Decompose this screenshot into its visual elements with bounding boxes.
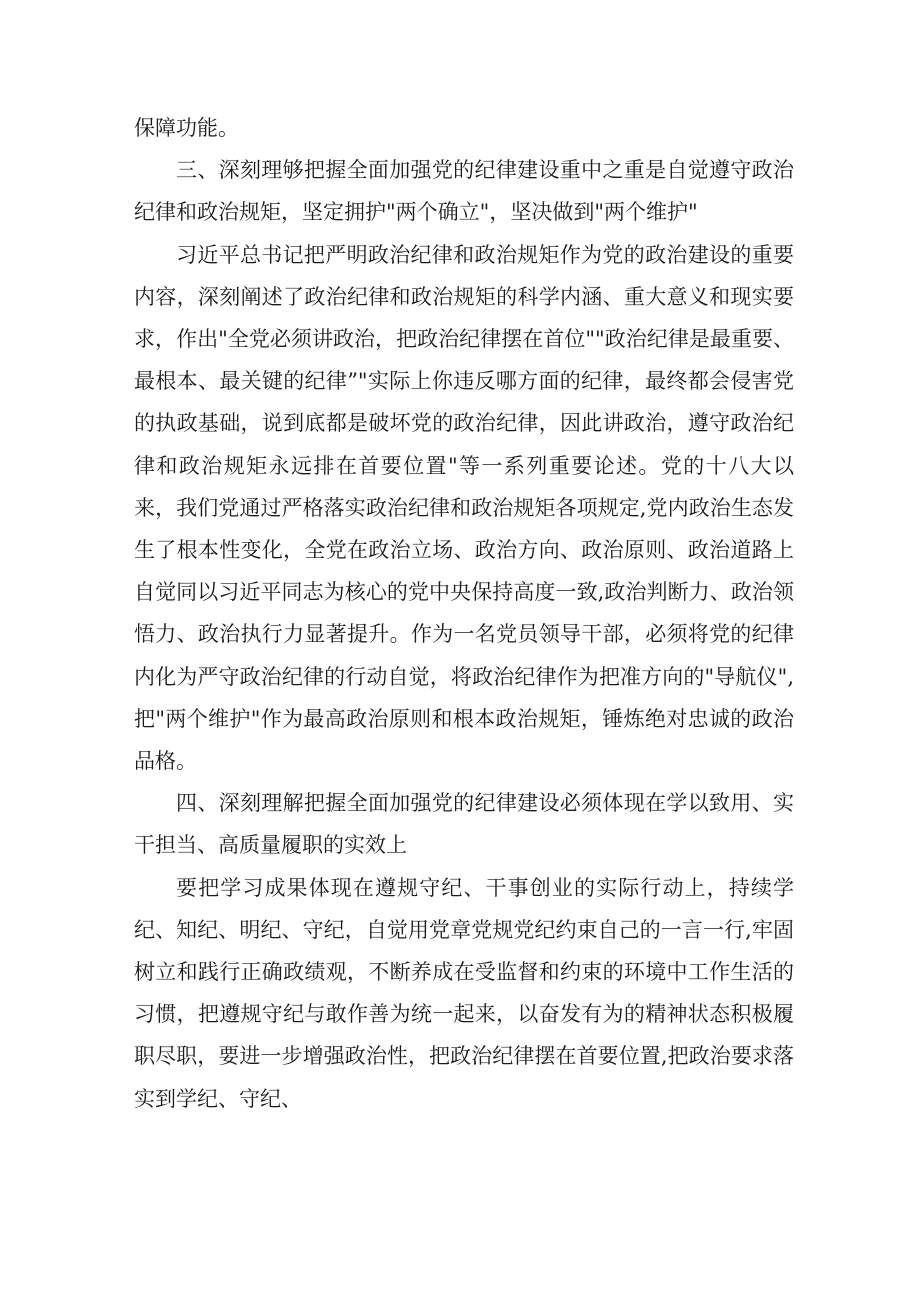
section-heading-three: 三、深刻理够把握全面加强党的纪律建设重中之重是自觉遵守政治纪律和政治规矩，坚定拥护"两个确立"，坚决做到"两个维护": [134, 158, 794, 225]
body-paragraph: 习近平总书记把严明政治纪律和政治规矩作为党的政治建设的重要内容，深刻阐述了政治纪律和政治规矩的科学内涵、重大意义和现实要求，作出"全党必须讲政治，把政治纪律摆在首位""政治纪律是最重要、最根本、最关键的纪律”"实际上你违反哪方面的纪律，最终都会侵害党的执政基础，说到底都是破坏党的政治纪律，因此讲政治，遵守政治纪律和政治规矩永远排在首要位置"等一系列重要论述。党的十八大以来，我们党通过严格落实政治纪律和政治规矩各项规定,党内政治生态发生了根本性变化，全党在政治立场、政治方向、政治原则、政治道路上自觉同以习近平同志为核心的党中央保持高度一致,政治判断力、政治领悟力、政治执行力显著提升。作为一名党员领导干部，必须将党的纪律内化为严守政治纪律的行动自觉，将政治纪律作为把准方向的"导航仪",把"两个维护"作为最高政治原则和根本政治规矩，锤炼绝对忠诚的政治品格。: [134, 242, 794, 774]
document-page: [134, 107, 794, 1120]
body-paragraph: 要把学习成果体现在遵规守纪、干事创业的实际行动上，持续学纪、知纪、明纪、守纪，自觉用党章党规党纪约束自己的一言一行,牢固树立和践行正确政绩观，不断养成在受监督和约束的环境中工作生活的习惯，把遵规守纪与敢作善为统一起来，以奋发有为的精神状态积极履职尽职，要进一步增强政治性，把政治纪律摆在首要位置,把政治要求落实到学纪、守纪、: [134, 875, 794, 1111]
section-heading-four: 四、深刻理解把握全面加强党的纪律建设必须体现在学以致用、实干担当、高质量履职的实效上: [134, 791, 794, 858]
paragraph-continuation: 保障功能。: [134, 116, 239, 140]
